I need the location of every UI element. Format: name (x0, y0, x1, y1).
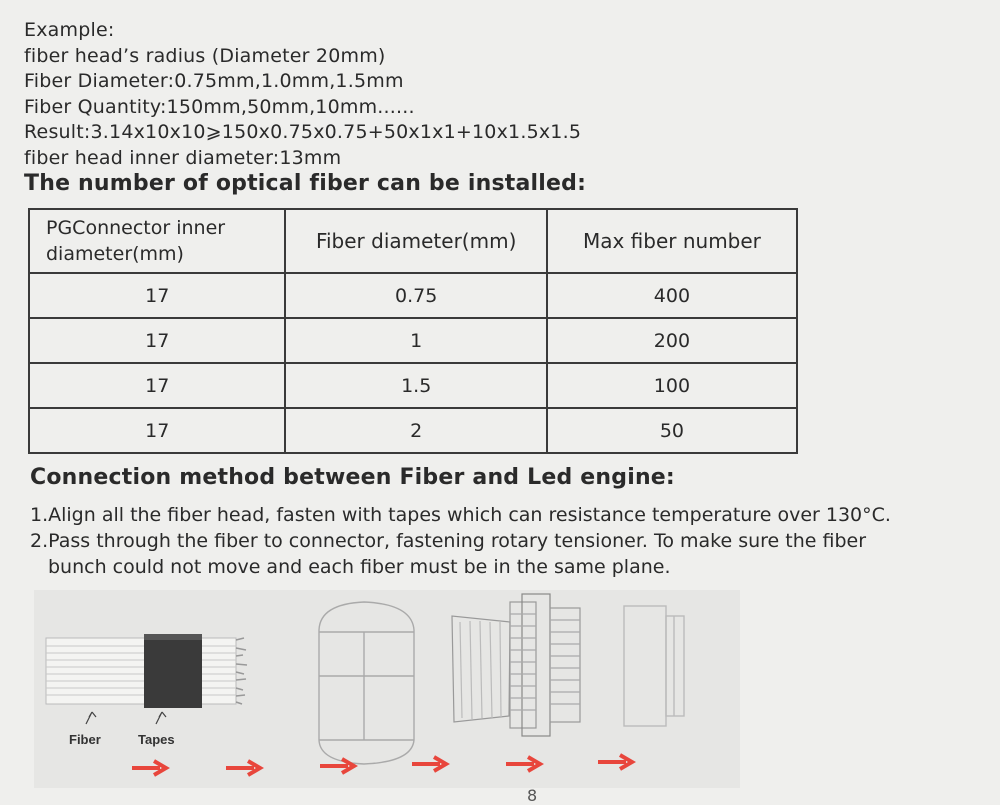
tapes-label: Tapes (138, 732, 175, 747)
column-header: Fiber diameter(mm) (285, 209, 546, 273)
red-arrow-icon (130, 758, 174, 778)
assembly-illustration (34, 590, 740, 788)
step-item-continuation: bunch could not move and each fiber must be in the same plane. (48, 556, 671, 578)
example-line: Result:3.14x10x10⩾150x0.75x0.75+50x1x1+10x1.5x1.5 (24, 121, 582, 143)
step-item: 1.Align all the fiber head, fasten with tapes which can resistance temperature over 130°C. (30, 504, 891, 526)
page-number: 8 (527, 786, 538, 805)
example-line: Fiber Diameter:0.75mm,1.0mm,1.5mm (24, 70, 404, 92)
red-arrow-icon (224, 758, 268, 778)
table-row (29, 318, 797, 363)
connection-steps (30, 502, 891, 580)
table-row (29, 408, 797, 453)
table-cell: 17 (29, 273, 285, 318)
example-line: fiber head inner diameter:13mm (24, 146, 342, 169)
table-cell: 0.75 (285, 273, 546, 318)
table-row (29, 273, 797, 318)
red-arrow-icon (318, 756, 362, 776)
table-cell: 1 (285, 318, 546, 363)
fiber-capacity-table (28, 208, 798, 454)
table-header-row (29, 209, 797, 273)
step-item: 2.Pass through the fiber to connector, fastening rotary tensioner. To make sure the fiber (30, 530, 867, 552)
red-arrow-icon (504, 754, 548, 774)
fiber-label: Fiber (69, 732, 101, 747)
table-cell: 17 (29, 363, 285, 408)
column-header: Max fiber number (547, 209, 797, 273)
red-arrow-icon (410, 754, 454, 774)
example-block (24, 18, 581, 171)
table-cell: 50 (547, 408, 797, 453)
table-cell: 200 (547, 318, 797, 363)
example-line: fiber head’s radius (Diameter 20mm) (24, 44, 386, 67)
column-header: PGConnector inner diameter(mm) (29, 209, 285, 273)
example-line: Fiber Quantity:150mm,50mm,10mm...... (24, 95, 415, 118)
connector-sleeve-icon (624, 606, 684, 726)
table-cell: 17 (29, 408, 285, 453)
red-arrow-icon (596, 752, 640, 772)
section-title-connection-method: Connection method between Fiber and Led engine: (30, 465, 675, 490)
threaded-body-icon (452, 594, 580, 736)
table-cell: 17 (29, 318, 285, 363)
table-cell: 2 (285, 408, 546, 453)
table-cell: 1.5 (285, 363, 546, 408)
section-title-fiber-count: The number of optical fiber can be installed: (24, 171, 587, 196)
cap-nut-icon (319, 602, 414, 764)
example-heading: Example: (24, 19, 115, 41)
tape-band-icon (144, 634, 202, 708)
table-cell: 100 (547, 363, 797, 408)
table-row (29, 363, 797, 408)
table-cell: 400 (547, 273, 797, 318)
